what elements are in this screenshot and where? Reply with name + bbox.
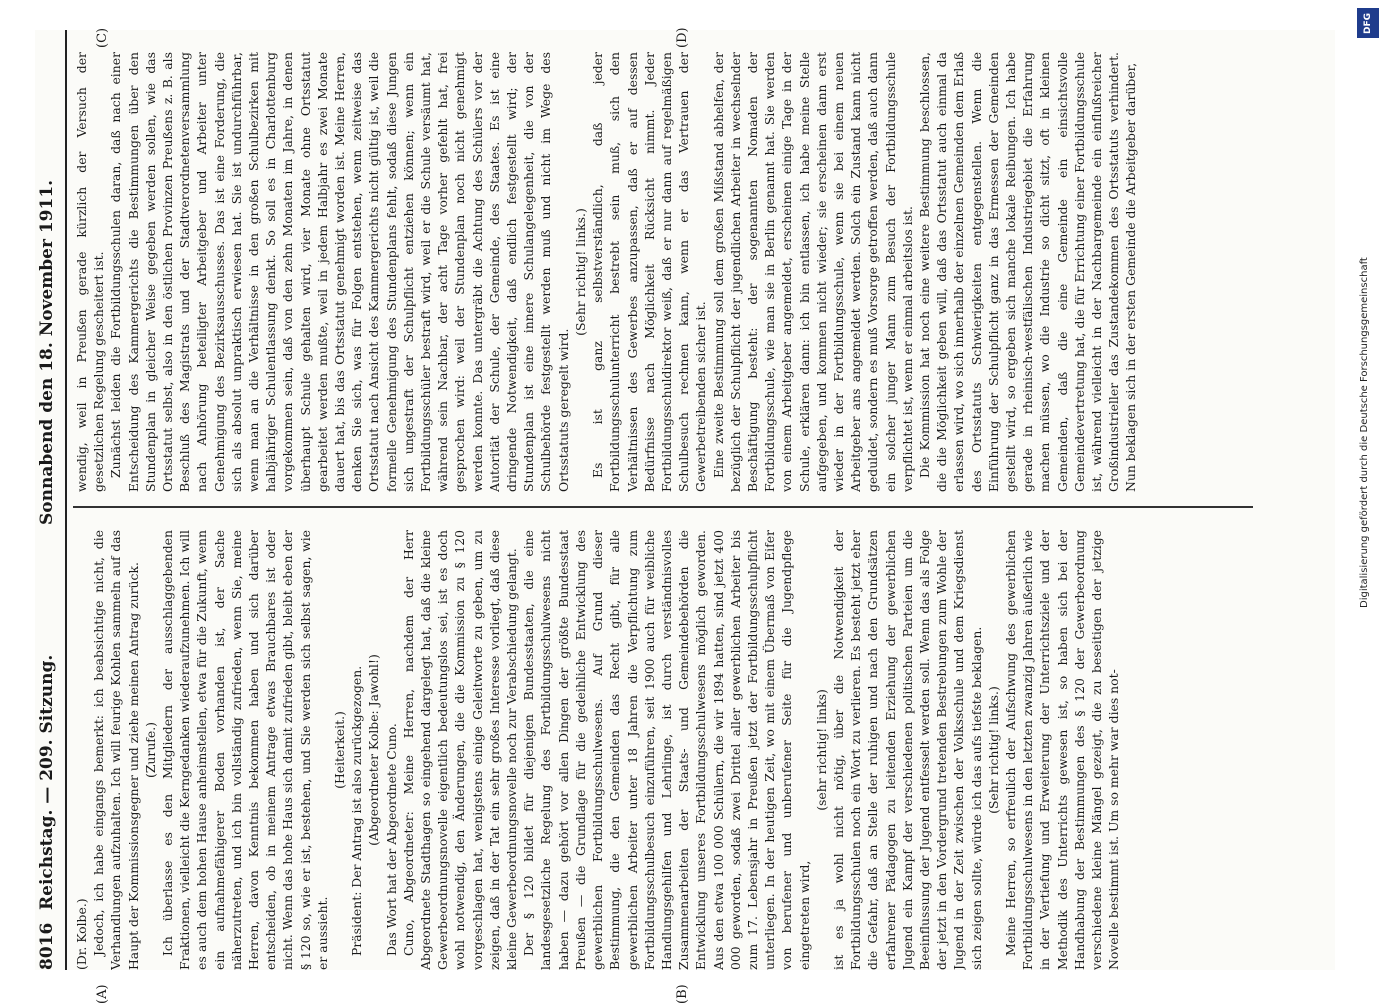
speaker-reference: (Dr. Kolbe.) bbox=[74, 898, 89, 970]
digitization-note: Digitalisierung gefördert durch die Deutsche Forschungsgemeinschaft bbox=[1359, 257, 1370, 608]
paragraph: Der § 120 bildet für diejenigen Bundesstaaten, die eine landesgesetzliche Regelung des Fortbildungsschulwesens nicht haben — dazu gehört vor allen Dingen der größte Bundesstaat Preußen — die Grundlage für die gedeihliche Entwicklung des gewerblichen Fortbildungsschulwesens. Auf Grund dieser Bestimmung, die den Gemeinden das Recht gibt, für alle gewerblichen Arbeiter unter 18 Jahren die Verpflichtung zum Fortbildungsschulbesuch einzuführen, seit 1900 auch für weibliche Handlungsgehilfen und Lehrlinge, ist durch verständnisvolles Zusammenarbeiten der Staats- und Gemeindebehörden die Entwicklung unseres Fortbildungsschulwesens möglich geworden. Aus den etwa 100 000 Schülern, die wir 1894 hatten, sind jetzt 400 000 geworden, sodaß zwei Drittel aller gewerblichen Arbeiter bis zum 17. Lebensjahr in Preußen jetzt der Fortbildungsschulpflicht unterliegen. In der heutigen Zeit, wo mit einem Übermaß von Eifer von berufener und unberufener Seite für die Jugendpflege eingetreten wird, bbox=[521, 530, 812, 970]
paragraph: Cuno, Abgeordneter: Meine Herren, nachdem der Herr Abgeordnete Stadthagen so eingehend dargelegt hat, daß die kleine Gewerbeordnungsnovelle eigentlich bedeutungslos sei, ist es doch wohl notwendig, den Änderungen, die die Kommission zu § 120 vorgeschlagen hat, wenigstens einige Geleitworte zu geben, um zu zeigen, daß in der Tat ein sehr großes Interesse vorliegt, daß diese kleine Gewerbeordnungsnovelle noch zur Verabschiedung gelangt. bbox=[400, 530, 520, 970]
session-title: Reichstag. — 209. Sitzung. bbox=[37, 654, 57, 910]
paragraph: Meine Herren, so erfreulich der Aufschwung des gewerblichen Fortbildungsschulwesens in den letzten zwanzig Jahren äußerlich wie in der Vertiefung und Erweiterung der Unterrichtsziele und der Methodik des Unterrichts gewesen ist, so haben sich bei der Handhabung der Bestimmungen des § 120 der Gewerbeordnung verschiedene kleine Mängel gezeigt, die zu beseitigen der jetzige Novelle bestimmt ist. Um so mehr war dies not- bbox=[1002, 530, 1122, 970]
right-column bbox=[73, 52, 1253, 492]
page-number: 8016 bbox=[37, 922, 57, 970]
reaction: (Sehr richtig! links.) bbox=[572, 208, 588, 336]
paragraph: Zunächst leiden die Fortbildungsschulen daran, daß nach einer Entscheidung des Kammergerichts die Bestimmungen über den Stundenplan in gleicher Weise gegeben werden sollen, wie das Ortsstatut selbst, also in den östlichen Provinzen Preußens z. B. als Beschluß des Magistrats und der Stadtverordnetenversammlung nach Anhörung beteiligter Arbeitgeber und Arbeiter unter Genehmigung des Bezirksausschusses. Das ist eine Forderung, die sich als absolut unpraktisch erwiesen hat. Sie ist undurchführbar, wenn man an die Verhältnisse in den großen Schulbezirken mit halbjähriger Schulentlassung denkt. So soll es in Charlottenburg vorgekommen sein, daß von den zehn Monaten im Jahre, in denen überhaupt Schule gehalten wird, vier Monate ohne Ortsstatut gearbeitet werden mußte, weil in jedem Halbjahr es zwei Monate dauert hat, bis das Ortsstatut genehmigt worden ist. Meine Herren, denken Sie sich, was für Folgen entstehen, wenn zeitweise das Ortsstatut nach Ansicht des Kammergerichts nicht gültig ist, weil die formelle Genehmigung des Stundenplans fehlt, sodaß diese Jungen sich ungestraft der Schulpflicht entziehen können; wenn ein Fortbildungsschüler bestraft wird, weil er die Schule versäumt hat, während sein Nachbar, der acht Tage vorher gefehlt hat, frei gesprochen wird: weil der Stundenplan noch nicht genehmigt werden konnte. Das untergräbt die Achtung des Schülers vor der Autorität der Schule, der Gemeinde, des Staates. Es ist eine dringende Notwendigkeit, daß endlich festgestellt wird; der Stundenplan ist eine innere Schulangelegenheit, die von der Schulbehörde festgestellt werden muß und nicht im Wege des Ortsstatuts geregelt wird. bbox=[108, 52, 571, 492]
paragraph: Jedoch, ich habe eingangs bemerkt: ich beabsichtige nicht, die Verhandlungen aufzuhalten. Ich will feurige Kohlen sammeln auf das Haupt der Kommissionsgegner und ziehe meinen Antrag zurück. bbox=[91, 530, 141, 970]
column-divider bbox=[73, 507, 1253, 509]
paragraph: Ich überlasse es den Mitgliedern der ausschlaggebenden Fraktionen, vielleicht die Kerngedanken wiederaufzunehmen. Ich will es auch dem hohen Hause anheimstellen, etwa für die Zukunft, wenn ein aufnahmefähigerer Boden vorhanden ist, der Sache näherzutreten, und ich bin vollständig zufrieden, wenn Sie, meine Herren, davon Kenntnis bekommen haben und sich darüber entscheiden, ob in meinem Antrage etwas Brauchbares ist oder nicht. Wenn das hohe Haus sich damit zufrieden gibt, bleibt eben der § 120 so, wie er ist, bestehen, und Sie werden sich selbst sagen, wie er aussieht. bbox=[160, 530, 330, 970]
margin-marker-d: (D) bbox=[675, 27, 690, 48]
paragraph: wendig, weil in Preußen gerade kürzlich der Versuch der gesetzlichen Regelung gescheitert ist. bbox=[74, 52, 107, 492]
reaction: (Heiterkeit.) bbox=[332, 711, 348, 789]
document-page bbox=[35, 27, 1335, 1004]
digitization-stamp bbox=[1357, 8, 1379, 993]
margin-marker-b: (B) bbox=[675, 984, 690, 1004]
page-header bbox=[35, 30, 63, 970]
header-rule bbox=[65, 30, 67, 970]
left-column bbox=[73, 530, 1253, 970]
dfg-logo: DFG bbox=[1357, 8, 1379, 38]
paragraph: Die Kommission hat noch eine weitere Bestimmung beschlossen, die die Möglichkeit geben will, daß das Ortsstatut auch einmal da erlassen wird, wo sich innerhalb der einzelnen Gemeinden dem Erlaß des Ortsstatuts Schwierigkeiten entgegenstellen. Wenn die Einführung der Schulpflicht ganz in das Ermessen der Gemeinden gestellt wird, so ergeben sich manche lokale Reibungen. Ich habe gerade in rheinisch-westfälischen Industriegebiet die Erfahrung machen müssen, wo die Industrie so dicht sitzt, oft in kleinen Gemeinden, daß die eine Gemeinde ein einsichtsvolle Gemeindevertretung hat, die für Errichtung einer Fortbildungsschule ist, während vielleicht in der Nachbargemeinde ein einflußreicher Großindustrieller das Zustandekommen des Ortsstatuts verhindert. Nun beklagen sich in der ersten Gemeinde die Arbeitgeber darüber, bbox=[916, 52, 1139, 492]
session-date: Sonnabend den 18. November 1911. bbox=[37, 179, 57, 525]
paragraph: Es ist ganz selbstverständlich, daß jeder Fortbildungsschulunterricht bestrebt sein muß, sich den Verhältnissen des Gewerbes anzupassen, daß er auf dessen Bedürfnisse nach Möglichkeit Rücksicht nimmt. Jeder Fortbildungsschuldirektor weiß, daß er nur dann auf regelmäßigen Schulbesuch rechnen kann, wenn er das Vertrauen der Gewerbetreibenden sicher ist. bbox=[590, 52, 709, 492]
margin-marker-c: (C) bbox=[95, 27, 110, 48]
reaction: (Abgeordneter Kolbe: Jawohl!) bbox=[366, 654, 382, 846]
reaction: (Sehr richtig! links.) bbox=[985, 686, 1001, 814]
paragraph: Eine zweite Bestimmung soll dem großen Mißstand abhelfen, der bezüglich der Schulpflicht der jugendlichen Arbeiter in wechselnder Beschäftigung besteht: der sogenannten Nomaden der Fortbildungsschule, wie man sie in Berlin genannt hat. Sie werden von einem Arbeitgeber angemeldet, erscheinen einige Tage in der Schule, erklären dann: ich bin entlassen, ich habe meine Stelle aufgegeben, und kommen nicht wieder; sie erscheinen dann erst wieder in der Fortbildungsschule, wenn sie bei einem neuen Arbeitgeber ans angemeldet werden. Solch ein Zustand kann nicht geduldet, sondern es muß Vorsorge getroffen werden, daß auch dann ein solcher junger Mann zum Besuch der Fortbildungsschule verpflichtet ist, wenn er einmal arbeitslos ist. bbox=[710, 52, 915, 492]
paragraph: Präsident: Der Antrag ist also zurückgezogen. bbox=[349, 665, 365, 956]
paragraph: ist es ja wohl nicht nötig, über die Notwendigkeit der Fortbildungsschulen noch ein Wort zu verlieren. Es besteht jetzt eher die Gefahr, daß an Stelle der ruhigen und nach den Grundsätzen erfahrener Pädagogen zu leitenden Erziehung der gewerblichen Jugend ein Kampf der verschiedenen politischen Parteien um die Beeinflussung der Jugend entfesselt werden soll. Wenn das als Folge der jetzt in den Vordergrund tretenden Bestrebungen zum Wohle der Jugend in der Zeit zwischen der Volksschule und dem Kriegsdienst sich zeigen sollte, würde ich das aufs tiefste beklagen. bbox=[830, 530, 984, 970]
reaction: (sehr richtig! links) bbox=[813, 689, 829, 811]
reaction: (Zurufe.) bbox=[142, 721, 158, 779]
paragraph: Das Wort hat der Abgeordnete Cuno. bbox=[383, 723, 399, 956]
margin-marker-a: (A) bbox=[95, 984, 110, 1004]
